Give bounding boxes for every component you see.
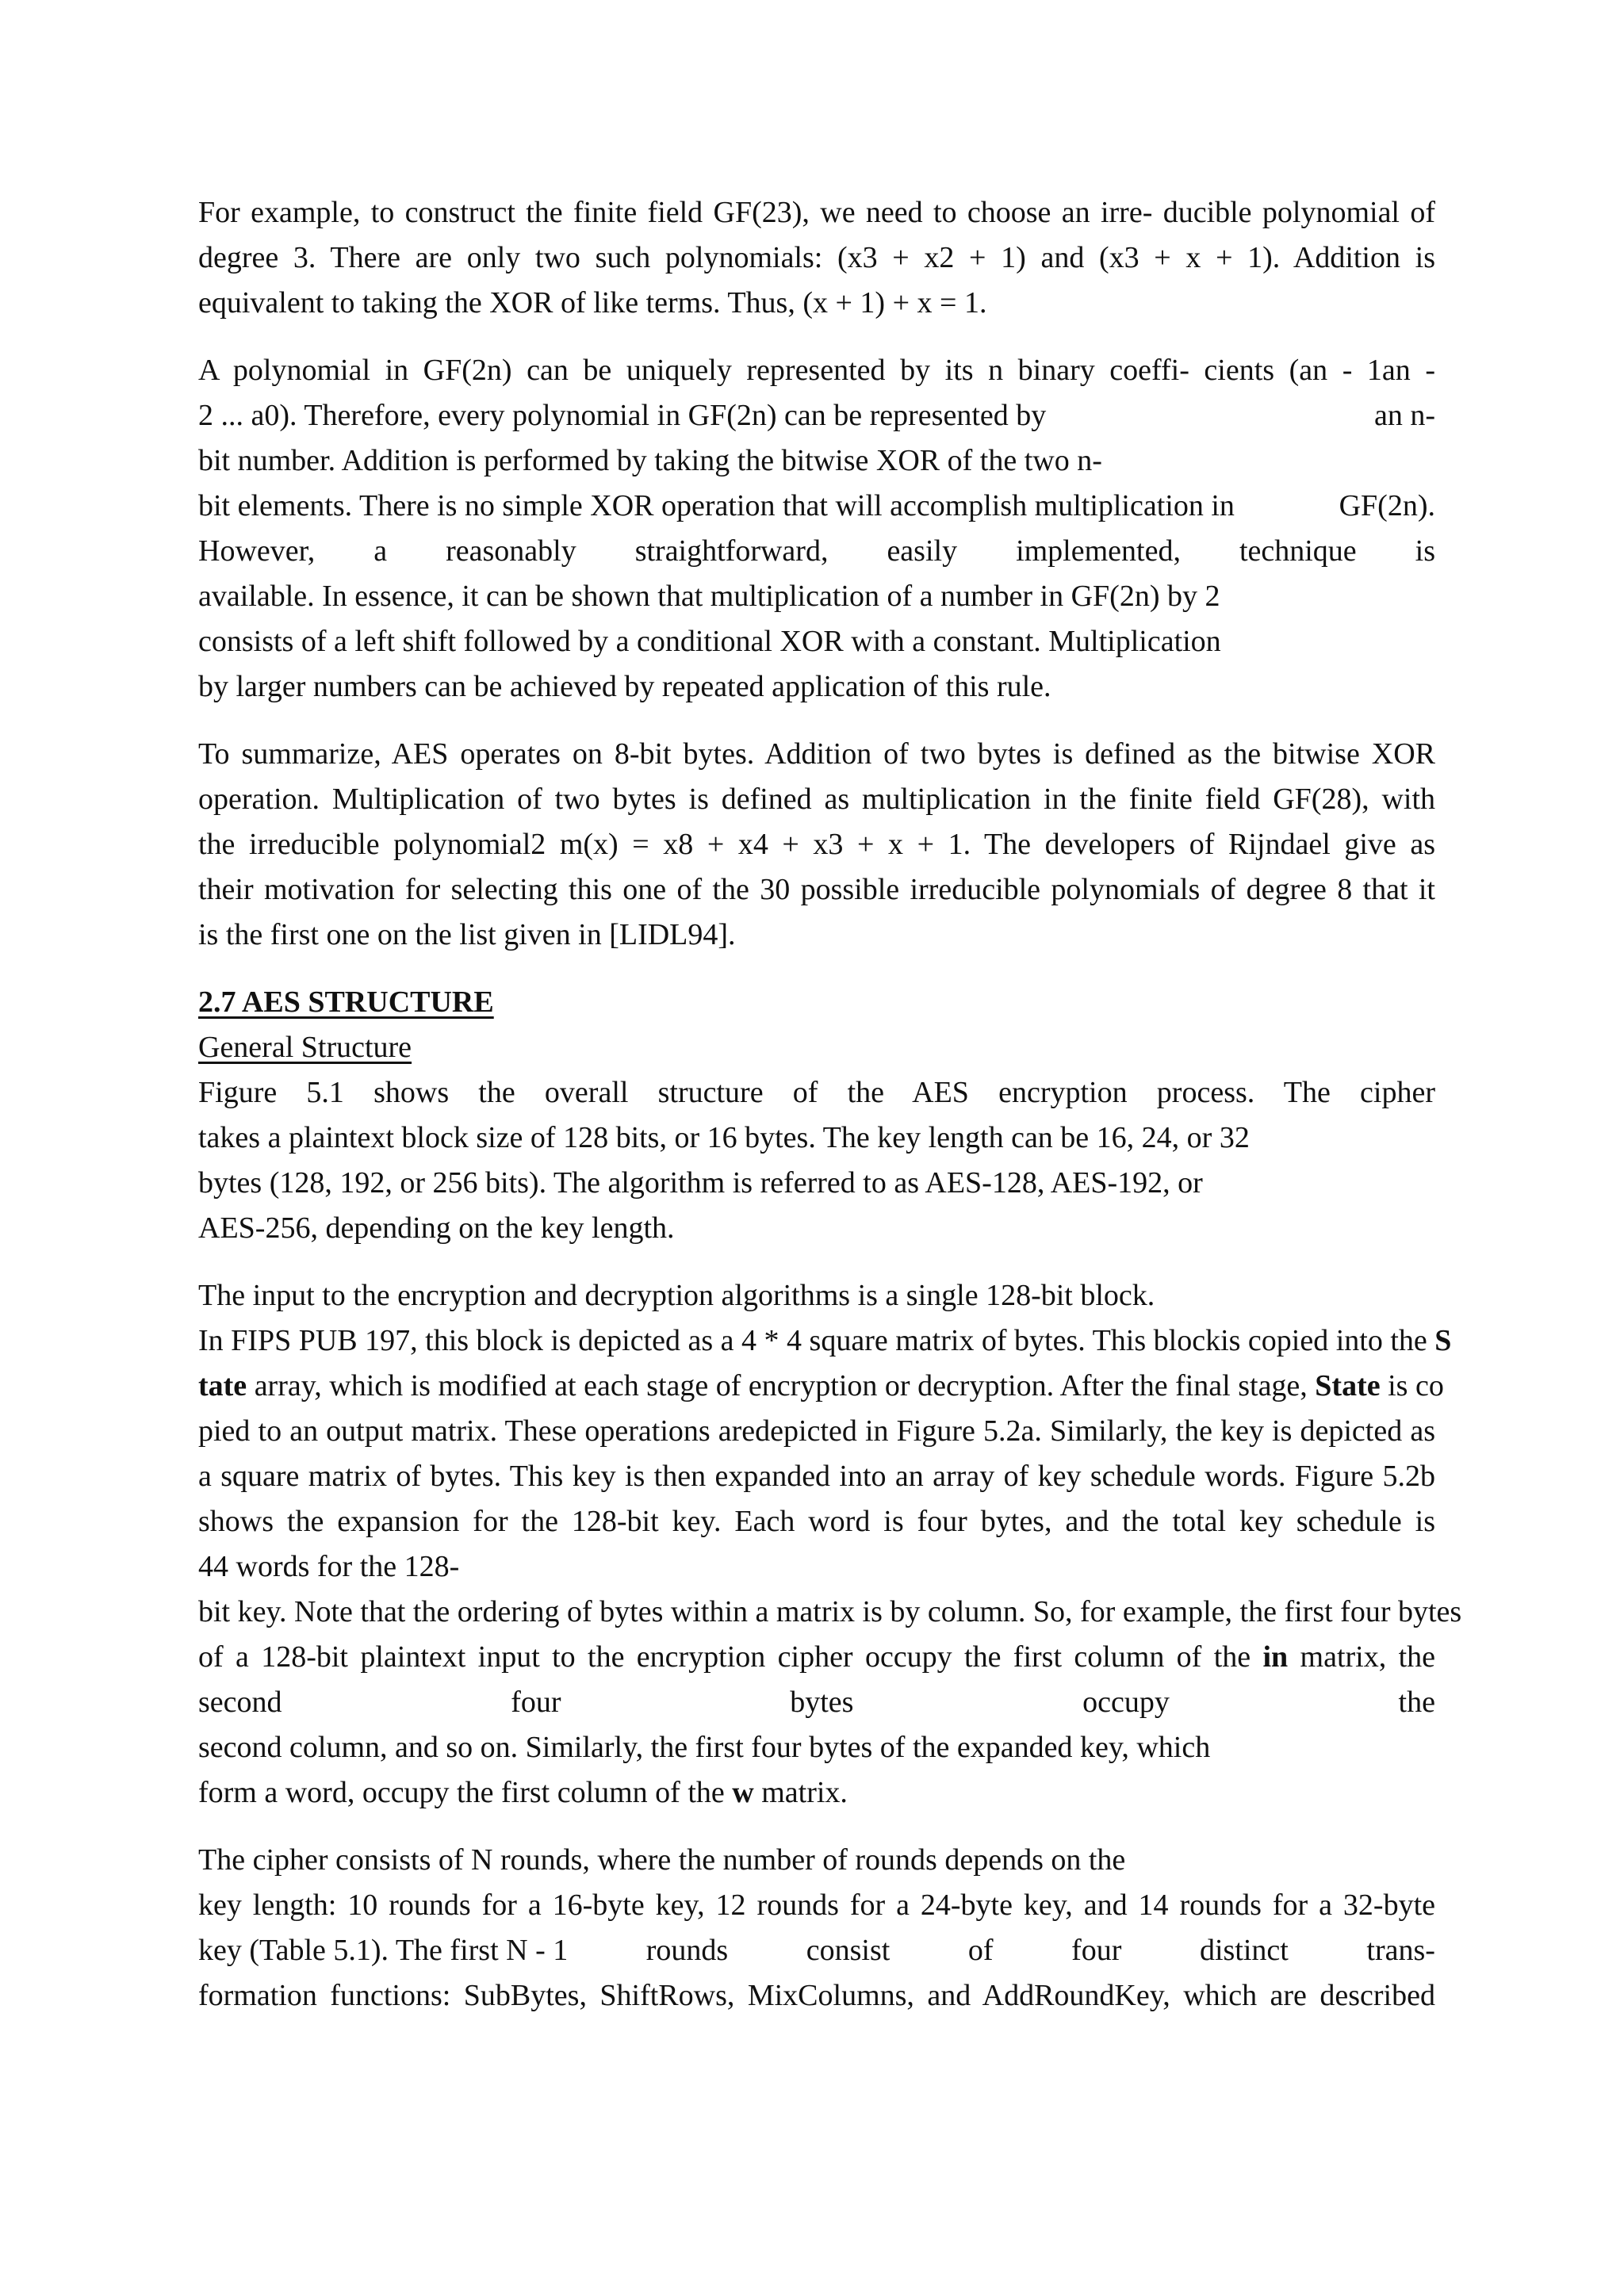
text-line xyxy=(198,1770,1435,1816)
text-line: degree 3. There are only two such polynomials: (x3 + x2 + 1) and (x3 + x + 1). Addition is xyxy=(198,241,1435,274)
document-page xyxy=(198,190,1462,2041)
text-line: second column, and so on. Similarly, the first four bytes of the expanded key, which xyxy=(198,1731,1211,1764)
text-line: For example, to construct the finite field GF(23), we need to choose an irre- ducible polynomial of xyxy=(198,196,1435,229)
text-line xyxy=(198,393,1435,438)
word: trans- xyxy=(1366,1934,1435,1967)
subsection-heading: General Structure xyxy=(198,1031,412,1064)
text-line: formation functions: SubBytes, ShiftRows, MixColumns, and AddRoundKey, which are described xyxy=(198,1979,1435,2012)
bold-fragment: S xyxy=(1434,1324,1452,1357)
word: second xyxy=(198,1686,282,1719)
text-line: pied to an output matrix. These operations aredepicted in Figure 5.2a. Similarly, the key is depicted as xyxy=(198,1414,1435,1448)
text-fragment: an n- xyxy=(1373,399,1435,432)
word: occupy xyxy=(1082,1686,1170,1719)
bold-fragment: w xyxy=(732,1776,754,1809)
paragraph-finite-field-example xyxy=(198,190,1435,326)
text-line: bytes (128, 192, or 256 bits). The algorithm is referred to as AES-128, AES-192, or xyxy=(198,1166,1203,1200)
text-line: is the first one on the list given in [LIDL94]. xyxy=(198,918,736,951)
text-fragment: GF(2n). xyxy=(1339,489,1435,522)
word: the xyxy=(1398,1686,1435,1719)
word: rounds xyxy=(645,1934,729,1967)
text-line xyxy=(198,1364,1444,1409)
text-fragment: bit elements. There is no simple XOR operation that will accomplish multiplication in xyxy=(198,489,1235,522)
text-line: To summarize, AES operates on 8-bit bytes. Addition of two bytes is defined as the bitwise XOR xyxy=(198,737,1435,771)
word: consist xyxy=(806,1934,891,1967)
text-line xyxy=(198,484,1435,529)
text-line: A polynomial in GF(2n) can be uniquely represented by its n binary coeffi- cients (an - 1an - xyxy=(198,354,1435,387)
word: straightforward, xyxy=(634,534,829,568)
text-line xyxy=(198,1680,1435,1725)
word: four xyxy=(1071,1934,1122,1967)
text-line xyxy=(198,1928,1435,1973)
text-fragment: is co xyxy=(1380,1369,1444,1402)
paragraph-polynomial-representation xyxy=(198,348,1435,710)
text-line xyxy=(198,1635,1435,1680)
bold-fragment: tate xyxy=(198,1369,247,1402)
text-fragment: 2 ... a0). Therefore, every polynomial in GF(2n) can be represented by xyxy=(198,399,1047,432)
word: is xyxy=(1415,534,1435,568)
text-line: key length: 10 rounds for a 16-byte key, 12 rounds for a 24-byte key, and 14 rounds for a 32-byte xyxy=(198,1888,1435,1922)
text-fragment: array, which is modified at each stage of encryption or decryption. After the final stage, xyxy=(247,1369,1316,1402)
word: distinct xyxy=(1199,1934,1289,1967)
word: a xyxy=(373,534,388,568)
text-line: takes a plaintext block size of 128 bits, or 16 bytes. The key length can be 16, 24, or 32 xyxy=(198,1121,1250,1154)
text-line: The cipher consists of N rounds, where the number of rounds depends on the xyxy=(198,1843,1126,1877)
text-fragment: In FIPS PUB 197, this block is depicted as a 4 * 4 square matrix of bytes. This blockis copied into the xyxy=(198,1324,1435,1357)
text-fragment: form a word, occupy the first column of the xyxy=(198,1776,733,1809)
text-fragment: matrix, the xyxy=(1288,1640,1435,1674)
paragraph-overall-structure xyxy=(198,1070,1435,1251)
text-fragment: of a 128-bit plaintext input to the encryption cipher occupy the first column of the xyxy=(198,1640,1263,1674)
text-line: AES-256, depending on the key length. xyxy=(198,1211,675,1245)
bold-fragment: in xyxy=(1262,1640,1289,1674)
word: of xyxy=(967,1934,994,1967)
text-line: a square matrix of bytes. This key is then expanded into an array of key schedule words. Figure 5.2b xyxy=(198,1460,1435,1493)
word: implemented, xyxy=(1016,534,1181,568)
word: reasonably xyxy=(446,534,576,568)
text-line: bit number. Addition is performed by taking the bitwise XOR of the two n- xyxy=(198,444,1102,477)
text-line: shows the expansion for the 128-bit key. Each word is four bytes, and the total key schedule is xyxy=(198,1505,1435,1538)
word: key (Table 5.1). The first N - 1 xyxy=(198,1934,569,1967)
text-line: available. In essence, it can be shown that multiplication of a number in GF(2n) by 2 xyxy=(198,580,1220,613)
word: technique xyxy=(1239,534,1357,568)
section-heading: 2.7 AES STRUCTURE xyxy=(198,985,494,1019)
word: four xyxy=(511,1686,561,1719)
word: bytes xyxy=(790,1686,854,1719)
paragraph-state-array xyxy=(198,1273,1462,1816)
word: easily xyxy=(887,534,958,568)
text-line: 44 words for the 128- xyxy=(198,1550,460,1583)
text-line: by larger numbers can be achieved by repeated application of this rule. xyxy=(198,670,1051,703)
text-line xyxy=(198,1318,1452,1364)
text-line: The input to the encryption and decryption algorithms is a single 128-bit block. xyxy=(198,1279,1155,1312)
word: However, xyxy=(198,534,316,568)
text-fragment: matrix. xyxy=(753,1776,848,1809)
text-line: Figure 5.1 shows the overall structure of the AES encryption process. The cipher xyxy=(198,1076,1435,1109)
text-line xyxy=(198,529,1435,574)
text-line: their motivation for selecting this one of the 30 possible irreducible polynomials of degree 8 that it xyxy=(198,873,1435,906)
text-line: operation. Multiplication of two bytes is defined as multiplication in the finite field GF(28), with xyxy=(198,783,1435,816)
text-line: consists of a left shift followed by a conditional XOR with a constant. Multiplication xyxy=(198,625,1221,658)
text-line: bit key. Note that the ordering of bytes within a matrix is by column. So, for example, the first four bytes xyxy=(198,1595,1462,1628)
paragraph-rounds xyxy=(198,1838,1435,2019)
bold-fragment: State xyxy=(1315,1369,1381,1402)
paragraph-summary xyxy=(198,732,1435,958)
text-line: equivalent to taking the XOR of like terms. Thus, (x + 1) + x = 1. xyxy=(198,286,987,320)
text-line: the irreducible polynomial2 m(x) = x8 + x4 + x3 + x + 1. The developers of Rijndael give as xyxy=(198,828,1435,861)
